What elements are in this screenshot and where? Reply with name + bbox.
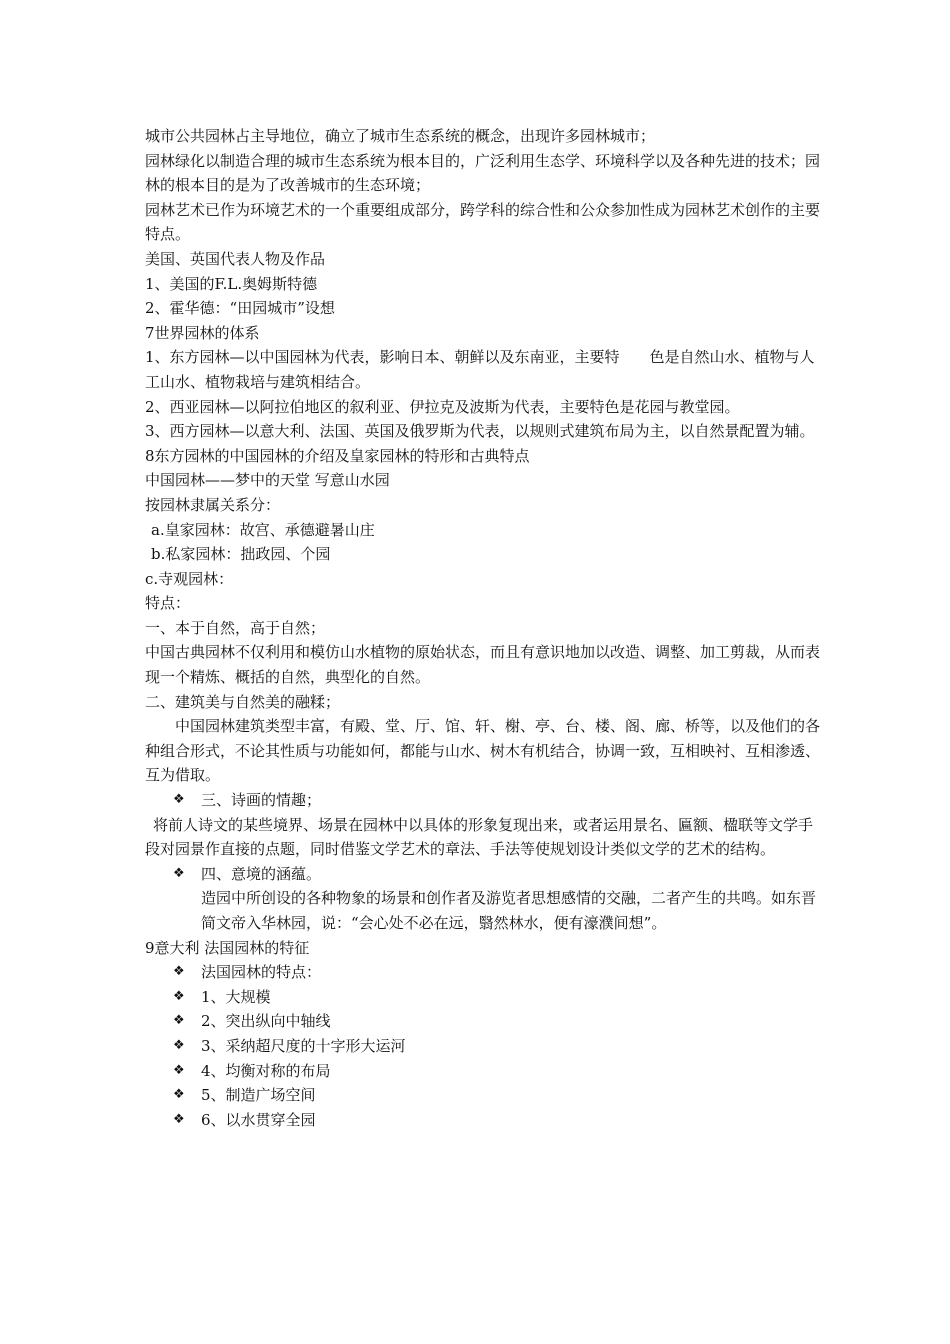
feature-heading-poetry: 三、诗画的情趣； [201, 791, 322, 810]
document-page [145, 124, 825, 1132]
heading-section-7: 7世界园林的体系 [145, 323, 260, 342]
bullet-diamond-icon: ❖ [173, 964, 185, 980]
feature-heading-architecture: 二、建筑美与自然美的融糅； [145, 692, 341, 711]
paragraph-nature: 中国古典园林不仅利用和模仿山水植物的原始状态，而且有意识地加以改造、调整、加工剪裁，从而表现一个精炼、概括的自然，典型化的自然。 [145, 643, 821, 687]
feature-heading-nature: 一、本于自然，高于自然； [145, 618, 326, 637]
paragraph-architecture: 中国园林建筑类型丰富，有殿、堂、厅、馆、轩、榭、亭、台、楼、阁、廊、桥等，以及他们的各种组合形式，不论其性质与功能如何，都能与山水、树木有机结合，协调一致，互相映衬、互相渗透、互为借取。 [145, 717, 821, 785]
heading-section-8: 8东方园林的中国园林的介绍及皇家园林的特形和古典特点 [145, 446, 530, 465]
bullet-item-water-throughout [145, 1108, 825, 1133]
bullet-item-french-features [145, 960, 825, 985]
heading-features: 特点： [145, 594, 191, 613]
bullet-text: 3、采纳超尺度的十字形大运河 [201, 1036, 406, 1055]
bullet-item-plaza-space [145, 1083, 825, 1108]
bullet-item-large-scale [145, 985, 825, 1010]
bullet-diamond-icon: ❖ [173, 1087, 185, 1103]
list-item-private-gardens: b.私家园林：拙政园、个园 [151, 545, 331, 564]
bullet-item-central-axis [145, 1009, 825, 1034]
paragraph-artistic-conception: 造园中所创设的各种物象的场景和创作者及游览者思想感情的交融，二者产生的共鸣。如东晋简文帝入华林园，说：“会心处不必在远，翳然林水，便有濠濮间想”。 [201, 889, 817, 932]
heading-us-uk-figures: 美国、英国代表人物及作品 [145, 249, 326, 268]
paragraph-environmental-art: 园林艺术已作为环境艺术的一个重要组成部分，跨学科的综合性和公众参加性成为园林艺术创作的主要特点。 [145, 200, 821, 244]
bullet-item-artistic-conception [145, 862, 825, 887]
paragraph-ecosystem-goal: 园林绿化以制造合理的城市生态系统为根本目的，广泛利用生态学、环境科学以及各种先进的技术；园林的根本目的是为了改善城市的生态环境； [145, 151, 821, 195]
list-item-olmsted: 1、美国的F.L.奥姆斯特德 [145, 274, 318, 293]
list-item-howard: 2、霍华德：“田园城市”设想 [145, 299, 335, 318]
paragraph-poetry: 将前人诗文的某些境界、场景在园林中以具体的形象复现出来，或者运用景名、匾额、楹联等文学手段对园景作直接的点题，同时借鉴文学艺术的章法、手法等使规划设计类似文学的艺术的结构。 [145, 815, 814, 859]
bullet-diamond-icon: ❖ [173, 792, 185, 808]
bullet-item-grand-canal [145, 1034, 825, 1059]
paragraph-public-gardens: 城市公共园林占主导地位，确立了城市生态系统的概念，出现许多园林城市； [145, 127, 656, 145]
bullet-item-symmetry [145, 1059, 825, 1084]
list-item-royal-gardens: a.皇家园林：故宫、承德避暑山庄 [151, 520, 375, 539]
bullet-diamond-icon: ❖ [173, 1062, 185, 1078]
bullet-diamond-icon: ❖ [173, 1111, 185, 1127]
bullet-diamond-icon: ❖ [173, 1037, 185, 1053]
bullet-text: 5、制造广场空间 [201, 1086, 316, 1105]
bullet-diamond-icon: ❖ [173, 1013, 185, 1029]
bullet-text: 6、以水贯穿全园 [201, 1110, 316, 1129]
bullet-text: 2、突出纵向中轴线 [201, 1012, 331, 1031]
bullet-item-poetry [145, 788, 825, 813]
subheading-chinese-gardens: 中国园林——梦中的天堂 写意山水园 [145, 471, 390, 490]
bullet-diamond-icon: ❖ [173, 865, 185, 881]
list-item-temple-gardens: c.寺观园林： [145, 569, 234, 588]
bullet-text: 1、大规模 [201, 987, 271, 1006]
french-features-heading: 法国园林的特点： [201, 963, 322, 982]
list-item-western-gardens: 3、西方园林—以意大利、法国、英国及俄罗斯为代表，以规则式建筑布局为主，以自然景配置为辅。 [145, 422, 815, 441]
list-item-eastern-gardens: 1、东方园林—以中国园林为代表，影响日本、朝鲜以及东南亚，主要特 色是自然山水、植物与人工山水、植物栽培与建筑相结合。 [145, 348, 815, 391]
bullet-text: 4、均衡对称的布局 [201, 1061, 331, 1080]
paragraph-classification: 按园林隶属关系分： [145, 495, 281, 514]
feature-heading-artistic-conception: 四、意境的涵蕴。 [201, 864, 322, 883]
list-item-west-asian-gardens: 2、西亚园林—以阿拉伯地区的叙利亚、伊拉克及波斯为代表，主要特色是花园与教堂园。 [145, 397, 740, 416]
heading-section-9: 9意大利 法国园林的特征 [145, 938, 310, 957]
bullet-diamond-icon: ❖ [173, 988, 185, 1004]
